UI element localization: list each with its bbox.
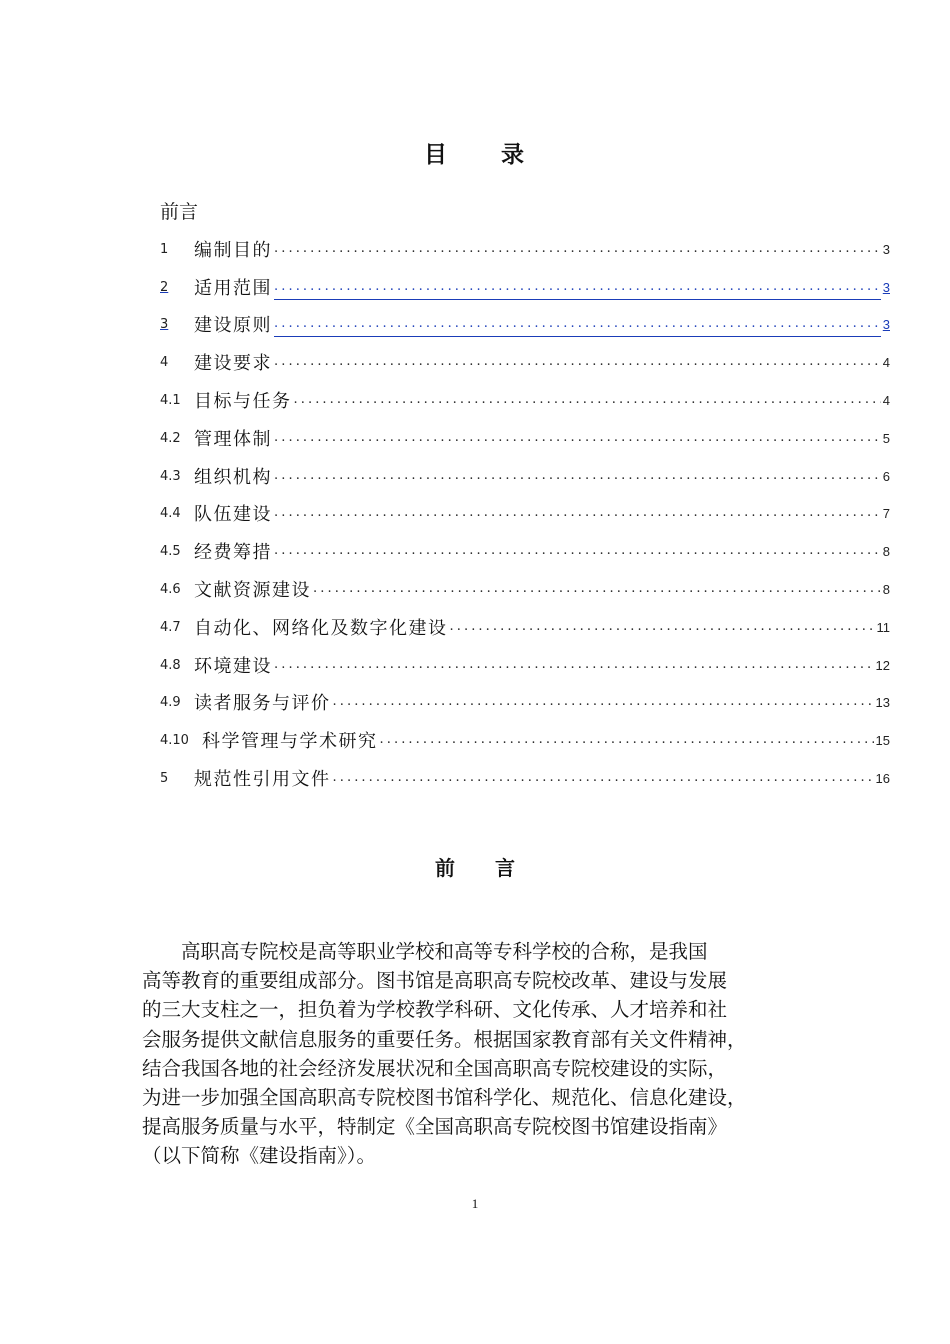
toc-title-part1: 目 — [424, 142, 449, 168]
toc-entry[interactable] — [160, 719, 890, 757]
toc-entry-leader — [274, 351, 881, 375]
toc-entry[interactable] — [160, 455, 890, 493]
toc-entry-leader — [274, 427, 881, 451]
preface-line: 会服务提供文献信息服务的重要任务。根据国家教育部有关文件精神， — [142, 1027, 747, 1051]
preface-title-part1: 前 — [435, 856, 455, 880]
toc-entry-label: 经费筹措 — [194, 542, 272, 564]
toc-entry-number: 4.2 — [160, 430, 181, 446]
page-number: 1 — [471, 1196, 479, 1211]
toc-entry-page: 8 — [882, 544, 890, 560]
toc-entry-label: 规范性引用文件 — [194, 768, 331, 790]
toc-entry-page: 7 — [882, 506, 890, 522]
toc-entry[interactable] — [160, 417, 890, 455]
toc-entry-number: 4.8 — [160, 657, 181, 673]
toc-entry[interactable] — [160, 757, 890, 795]
toc-entry-leader — [274, 313, 881, 337]
preface-title — [0, 852, 950, 881]
preface-line: 结合我国各地的社会经济发展状况和全国高职高专院校建设的实际， — [142, 1056, 728, 1080]
toc-entry-label: 组织机构 — [194, 466, 272, 488]
toc-entry-label: 自动化、网络化及数字化建设 — [194, 617, 448, 639]
toc-list — [160, 228, 890, 795]
toc-entry-page: 16 — [875, 770, 890, 786]
toc-title — [0, 136, 950, 169]
toc-entry-label: 适用范围 — [194, 277, 272, 299]
toc-entry-leader — [380, 729, 874, 753]
toc-entry-label: 读者服务与评价 — [194, 693, 331, 715]
toc-entry-number: 4.10 — [160, 733, 189, 749]
toc-entry-number: 4.5 — [160, 544, 181, 560]
toc-entry-leader — [274, 654, 874, 678]
toc-entry-number: 4.1 — [160, 392, 181, 408]
toc-entry-leader — [450, 616, 875, 640]
toc-entry[interactable] — [160, 493, 890, 531]
toc-entry-page: 12 — [875, 657, 890, 673]
toc-entry[interactable] — [160, 228, 890, 266]
toc-entry-number: 4.4 — [160, 506, 181, 522]
toc-entry-leader — [294, 389, 881, 413]
toc-entry-page: 8 — [882, 581, 890, 597]
toc-entry-label: 管理体制 — [194, 428, 272, 450]
toc-entry[interactable] — [160, 304, 890, 342]
toc-entry-leader — [333, 691, 874, 715]
toc-preface-link[interactable]: 前言 — [160, 201, 199, 223]
toc-entry[interactable] — [160, 606, 890, 644]
toc-entry-page: 3 — [882, 241, 890, 257]
toc-entry-label: 目标与任务 — [194, 390, 292, 412]
toc-entry-label: 环境建设 — [194, 655, 272, 677]
toc-entry-leader — [274, 465, 881, 489]
preface-line: （以下简称《建设指南》）。 — [142, 1144, 377, 1168]
toc-entry-page: 4 — [882, 392, 890, 408]
toc-entry-number: 4.3 — [160, 468, 181, 484]
toc-entry[interactable] — [160, 341, 890, 379]
toc-entry-leader — [313, 578, 881, 602]
toc-entry-number: 4.7 — [160, 619, 181, 635]
preface-line: 的三大支柱之一，担负着为学校教学科研、文化传承、人才培养和社 — [142, 998, 728, 1022]
toc-entry-page: 3 — [882, 317, 890, 333]
toc-entry[interactable] — [160, 530, 890, 568]
toc-entry-label: 队伍建设 — [194, 504, 272, 526]
toc-entry-page: 15 — [875, 733, 890, 749]
toc-entry-page: 6 — [882, 468, 890, 484]
toc-entry-number: 2 — [160, 279, 169, 295]
toc-entry-label: 文献资源建设 — [194, 579, 311, 601]
toc-entry-leader — [333, 767, 874, 791]
preface-line: 高等教育的重要组成部分。图书馆是高职高专院校改革、建设与发展 — [142, 969, 728, 993]
preface-line: 为进一步加强全国高职高专院校图书馆科学化、规范化、信息化建设， — [142, 1086, 747, 1110]
toc-entry-leader — [274, 540, 881, 564]
toc-title-part2: 录 — [501, 142, 526, 168]
preface-body — [142, 937, 832, 1171]
toc-entry[interactable] — [160, 682, 890, 720]
toc-entry[interactable] — [160, 379, 890, 417]
toc-entry-page: 11 — [876, 619, 890, 635]
toc-entry-page: 3 — [882, 279, 890, 295]
toc-entry-number: 4.9 — [160, 695, 181, 711]
toc-entry-leader — [274, 238, 881, 262]
preface-title-part2: 言 — [495, 856, 515, 880]
toc-entry-page: 13 — [875, 695, 890, 711]
toc-entry-page: 4 — [882, 355, 890, 371]
toc-entry-leader — [274, 502, 881, 526]
toc-entry-page: 5 — [882, 430, 890, 446]
toc-entry[interactable] — [160, 266, 890, 304]
toc-entry-number: 4.6 — [160, 581, 181, 597]
toc-entry-leader — [274, 276, 881, 300]
toc-entry[interactable] — [160, 644, 890, 682]
toc-entry[interactable] — [160, 568, 890, 606]
toc-entry-number: 5 — [160, 770, 169, 786]
toc-entry-number: 4 — [160, 355, 169, 371]
toc-entry-number: 1 — [160, 241, 169, 257]
preface-line: 提高服务质量与水平，特制定《全国高职高专院校图书馆建设指南》 — [142, 1115, 728, 1139]
toc-entry-label: 科学管理与学术研究 — [202, 731, 378, 753]
toc-entry-label: 建设要求 — [194, 353, 272, 375]
preface-line: 高职高专院校是高等职业学校和高等专科学校的合称，是我国 — [142, 940, 708, 963]
toc-entry-label: 编制目的 — [194, 239, 272, 261]
toc-entry-label: 建设原则 — [194, 315, 272, 337]
toc-entry-number: 3 — [160, 317, 169, 333]
